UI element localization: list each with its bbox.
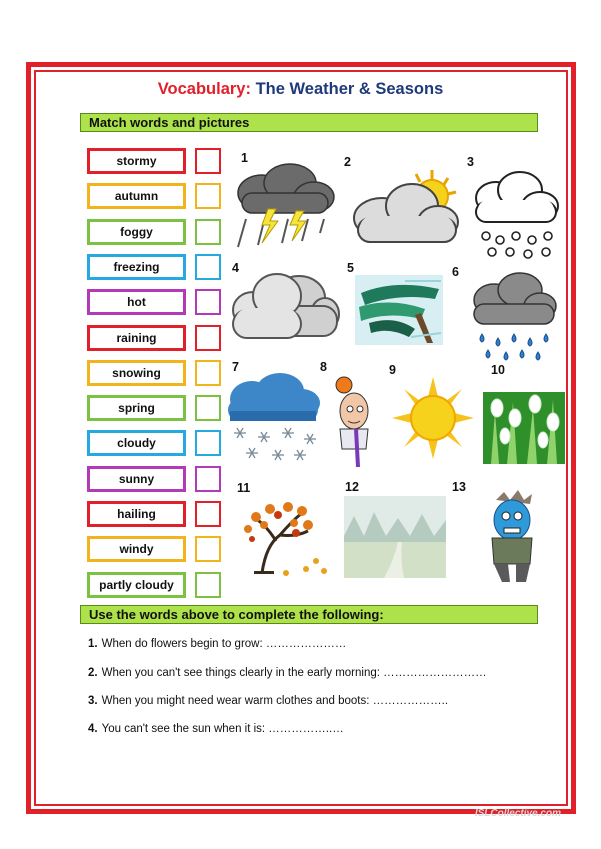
- picture-number-13: 13: [452, 480, 466, 494]
- picture-number-5: 5: [347, 261, 354, 275]
- question-2-text: When you can't see things clearly in the early morning: ………………………: [101, 667, 487, 679]
- hot-man-icon: [326, 375, 384, 471]
- title-prefix: Vocabulary:: [157, 80, 251, 98]
- picture-number-6: 6: [452, 265, 459, 279]
- word-box-hailing: hailing: [87, 501, 186, 527]
- freezing-man-icon: [482, 490, 544, 584]
- word-box-windy: windy: [87, 536, 186, 562]
- answer-box-partly-cloudy[interactable]: [195, 572, 221, 598]
- section-complete-heading: Use the words above to complete the following:: [80, 605, 538, 624]
- answer-box-hot[interactable]: [195, 289, 221, 315]
- picture-number-4: 4: [232, 261, 239, 275]
- question-3-text: When you might need wear warm clothes and boots: ………………..: [101, 695, 449, 707]
- answer-box-autumn[interactable]: [195, 183, 221, 209]
- question-4: [88, 723, 344, 735]
- answer-box-cloudy[interactable]: [195, 430, 221, 456]
- autumn-tree-icon: [236, 495, 332, 581]
- word-box-cloudy: cloudy: [87, 430, 186, 456]
- windy-tree-icon: [355, 275, 443, 345]
- word-box-raining: raining: [87, 325, 186, 351]
- answer-box-raining[interactable]: [195, 325, 221, 351]
- answer-box-freezing[interactable]: [195, 254, 221, 280]
- watermark: ISLCollective.com: [474, 808, 561, 819]
- sun-behind-cloud-icon: [352, 168, 462, 252]
- question-2: [88, 667, 487, 679]
- picture-number-8: 8: [320, 360, 327, 374]
- word-box-foggy: foggy: [87, 219, 186, 245]
- title-main: The Weather & Seasons: [255, 80, 444, 98]
- picture-number-7: 7: [232, 360, 239, 374]
- question-1-number: 1.: [88, 638, 98, 650]
- snow-cloud-icon: [226, 373, 320, 463]
- answer-box-foggy[interactable]: [195, 219, 221, 245]
- answer-box-hailing[interactable]: [195, 501, 221, 527]
- question-3-number: 3.: [88, 695, 98, 707]
- question-1: [88, 638, 346, 650]
- picture-number-11: 11: [237, 481, 251, 495]
- rain-cloud-icon: [470, 272, 558, 364]
- word-box-spring: spring: [87, 395, 186, 421]
- picture-number-9: 9: [389, 363, 396, 377]
- picture-number-12: 12: [345, 480, 359, 494]
- foggy-landscape-icon: [344, 496, 446, 578]
- storm-cloud-icon: [232, 163, 336, 251]
- word-box-partly-cloudy: partly cloudy: [87, 572, 186, 598]
- picture-number-3: 3: [467, 155, 474, 169]
- word-box-freezing: freezing: [87, 254, 186, 280]
- sun-icon: [392, 377, 474, 459]
- answer-box-spring[interactable]: [195, 395, 221, 421]
- question-4-text: You can't see the sun when it is: ……………..…: [101, 723, 344, 735]
- picture-number-2: 2: [344, 155, 351, 169]
- question-1-text: When do flowers begin to grow: …………………: [101, 638, 347, 650]
- question-4-number: 4.: [88, 723, 98, 735]
- question-3: [88, 695, 448, 707]
- cloudy-icon: [229, 270, 341, 344]
- picture-number-10: 10: [491, 363, 505, 377]
- word-box-hot: hot: [87, 289, 186, 315]
- section-match-heading: Match words and pictures: [80, 113, 538, 132]
- word-box-sunny: sunny: [87, 466, 186, 492]
- answer-box-sunny[interactable]: [195, 466, 221, 492]
- word-box-snowing: snowing: [87, 360, 186, 386]
- spring-flowers-icon: [483, 392, 565, 464]
- picture-number-1: 1: [241, 151, 248, 165]
- question-2-number: 2.: [88, 667, 98, 679]
- page-title: [0, 80, 601, 99]
- hail-cloud-icon: [470, 168, 562, 260]
- answer-box-snowing[interactable]: [195, 360, 221, 386]
- answer-box-stormy[interactable]: [195, 148, 221, 174]
- answer-box-windy[interactable]: [195, 536, 221, 562]
- word-box-autumn: autumn: [87, 183, 186, 209]
- word-box-stormy: stormy: [87, 148, 186, 174]
